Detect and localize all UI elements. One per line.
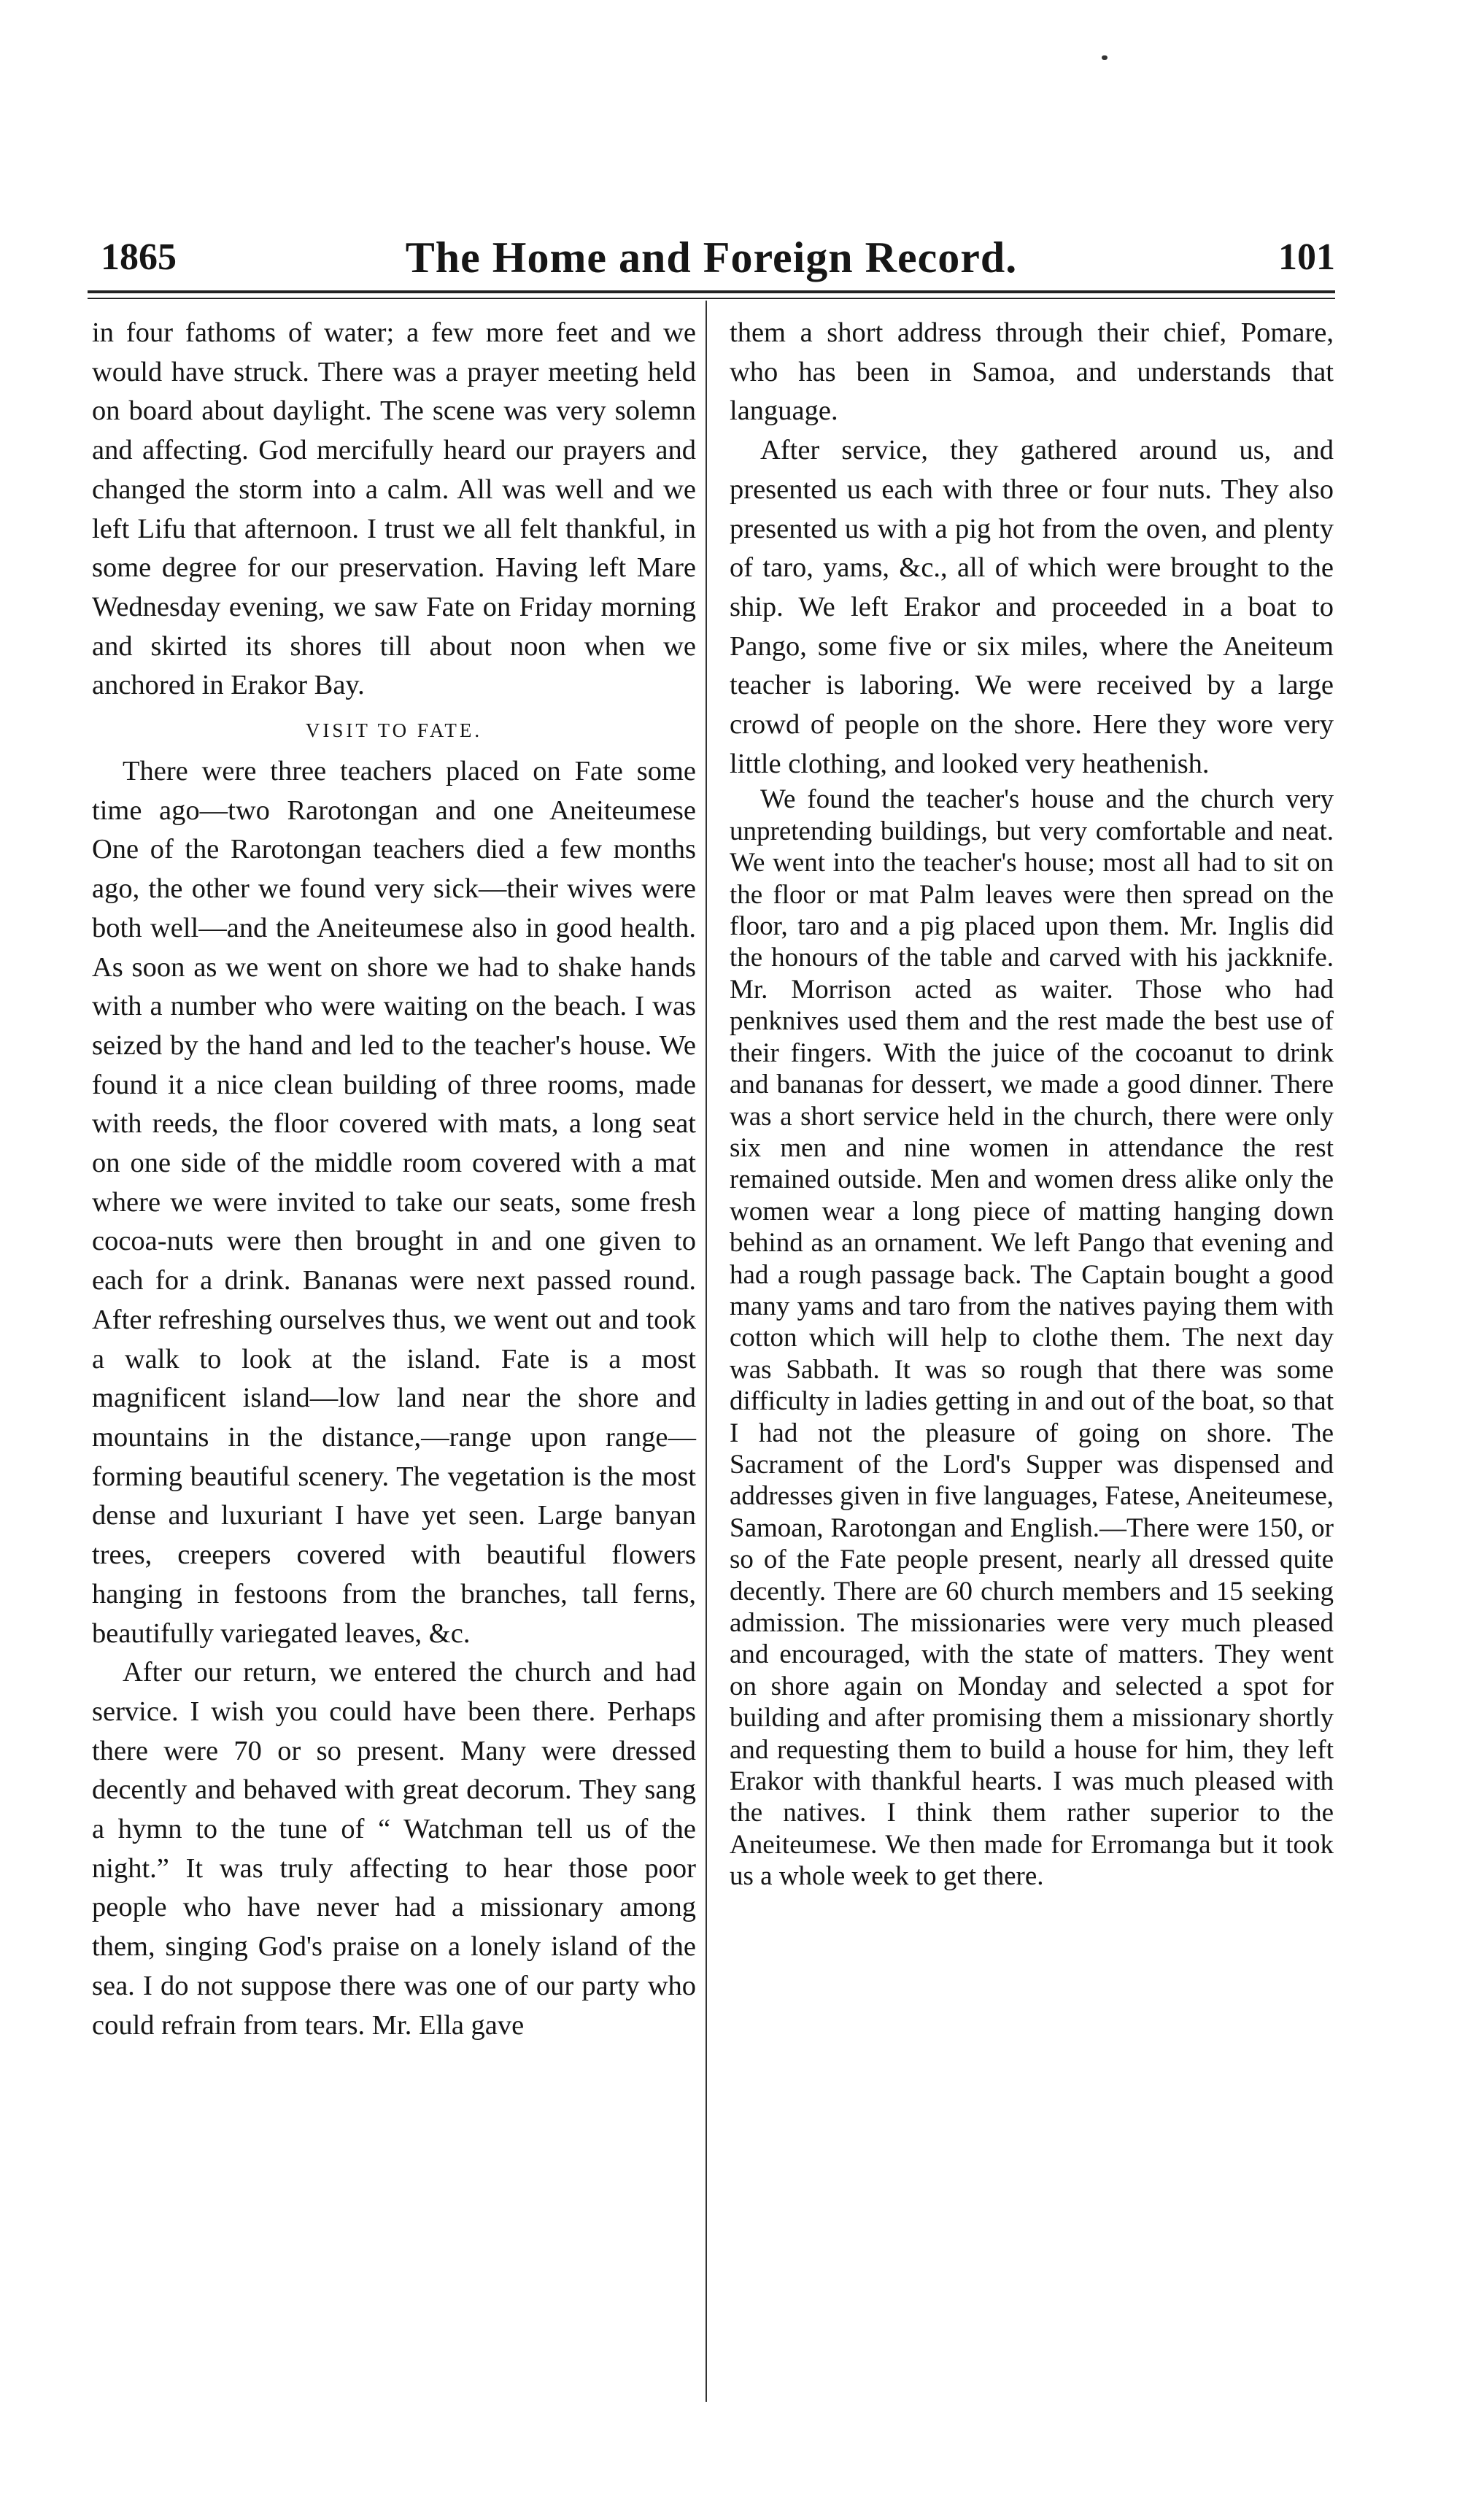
column-divider	[706, 301, 707, 2402]
header-year: 1865	[101, 236, 177, 278]
left-paragraph-1: in four fathoms of water; a few more feet and we would have struck. There was a prayer meeting held on board about daylight. The scene was very solemn and affecting. God mercifully heard our prayers and changed the storm into a calm. All was well and we left Lifu that afternoon. I trust we all felt thankful, in some degree for our preservation. Having left Mare Wednesday evening, we saw Fate on Friday morning and skirted its shores till about noon when we anchored in Erakor Bay.	[92, 317, 696, 701]
right-paragraph-2: After service, they gathered around us, and presented us each with three or four nuts. They also presented us with a pig hot from the oven, and plenty of taro, yams, &c., all of which were brought to the ship. We left Erakor and proceeded in a boat to Pango, some five or six miles, where the Aneiteum teacher is laboring. We were received by a large crowd of people on the shore. Here they wore very little clothing, and looked very heathenish.	[730, 435, 1334, 779]
right-paragraph-3: We found the teacher's house and the church very unpretending buildings, but very comfortable and neat. We went into the teacher's house; most all had to sit on the floor or mat Palm leaves were then spread on the floor, taro and a pig placed upon them. Mr. Inglis did the honours of the table and carved with his jackknife. Mr. Morrison acted as waiter. Those who had penknives used them and the rest made the best use of their fingers. With the juice of the cocoanut to drink and bananas for dessert, we made a good dinner. There was a short service held in the church, there were only six men and nine women in attendance the rest remained outside. Men and women dress alike only the women wear a long piece of matting hanging down behind as an ornament. We left Pango that evening and had a rough passage back. The Captain bought a good many yams and taro from the natives paying them with cotton which will help to clothe them. The next day was Sabbath. It was so rough that there was some difficulty in ladies getting in and out of the boat, so that I had not the pleasure of going on shore. The Sacrament of the Lord's Supper was dispensed and addresses given in five languages, Fatese, Aneiteumese, Samoan, Rarotongan and English.—There were 150, or so of the Fate people present, nearly all dressed quite decently. There are 60 church members and 15 seeking admission. The missionaries were very much pleased and encouraged, with the state of matters. They went on shore again on Monday and selected a spot for building and after promising them a missionary shortly and requesting them to build a house for him, they left Erakor with thankful hearts. I was much pleased with the natives. I think them rather superior to the Aneiteumese. We then made for Erromanga but it took us a whole week to get there.	[730, 784, 1334, 1892]
print-speck	[1102, 55, 1108, 60]
header-title: The Home and Foreign Record.	[405, 233, 1018, 282]
header-rule	[88, 290, 1335, 293]
left-paragraph-3: After our return, we entered the church and had service. I wish you could have been there. Perhaps there were 70 or so present. Many were dressed decently and behaved with great decorum. They sang a hymn to the tune of “ Watchman tell us of the night.” It was truly affecting to hear those poor people who have never had a missionary among them, singing God's praise on a lonely island of the sea. I do not suppose there was one of our party who could refrain from tears. Mr. Ella gave	[92, 1657, 696, 2041]
page-number: 101	[1278, 236, 1335, 278]
left-column	[92, 314, 696, 2045]
running-header	[88, 230, 1335, 288]
right-paragraph-1: them a short address through their chief, Pomare, who has been in Samoa, and understands that language.	[730, 317, 1334, 427]
left-paragraph-2: There were three teachers placed on Fate some time ago—two Rarotongan and one Aneiteumese One of the Rarotongan teachers died a few months ago, the other we found very sick—their wives were both well—and the Aneiteumese also in good health. As soon as we went on shore we had to shake hands with a number who were waiting on the beach. I was seized by the hand and led to the teacher's house. We found it a nice clean building of three rooms, made with reeds, the floor covered with mats, a long seat on one side of the middle room covered with a mat where we were invited to take our seats, some fresh cocoa-nuts were then brought in and one given to each for a drink. Bananas were next passed round. After refreshing ourselves thus, we went out and took a walk to look at the island. Fate is a most magnificent island—low land near the shore and mountains in the distance,—range upon range—forming beautiful scenery. The vegetation is the most dense and luxuriant I have yet seen. Large banyan trees, creepers covered with beautiful flowers hanging in festoons from the branches, tall ferns, beautifully variegated leaves, &c.	[92, 756, 696, 1649]
section-heading: VISIT TO FATE.	[305, 719, 483, 742]
right-column	[730, 314, 1334, 1893]
header-rule-thin	[88, 298, 1335, 299]
